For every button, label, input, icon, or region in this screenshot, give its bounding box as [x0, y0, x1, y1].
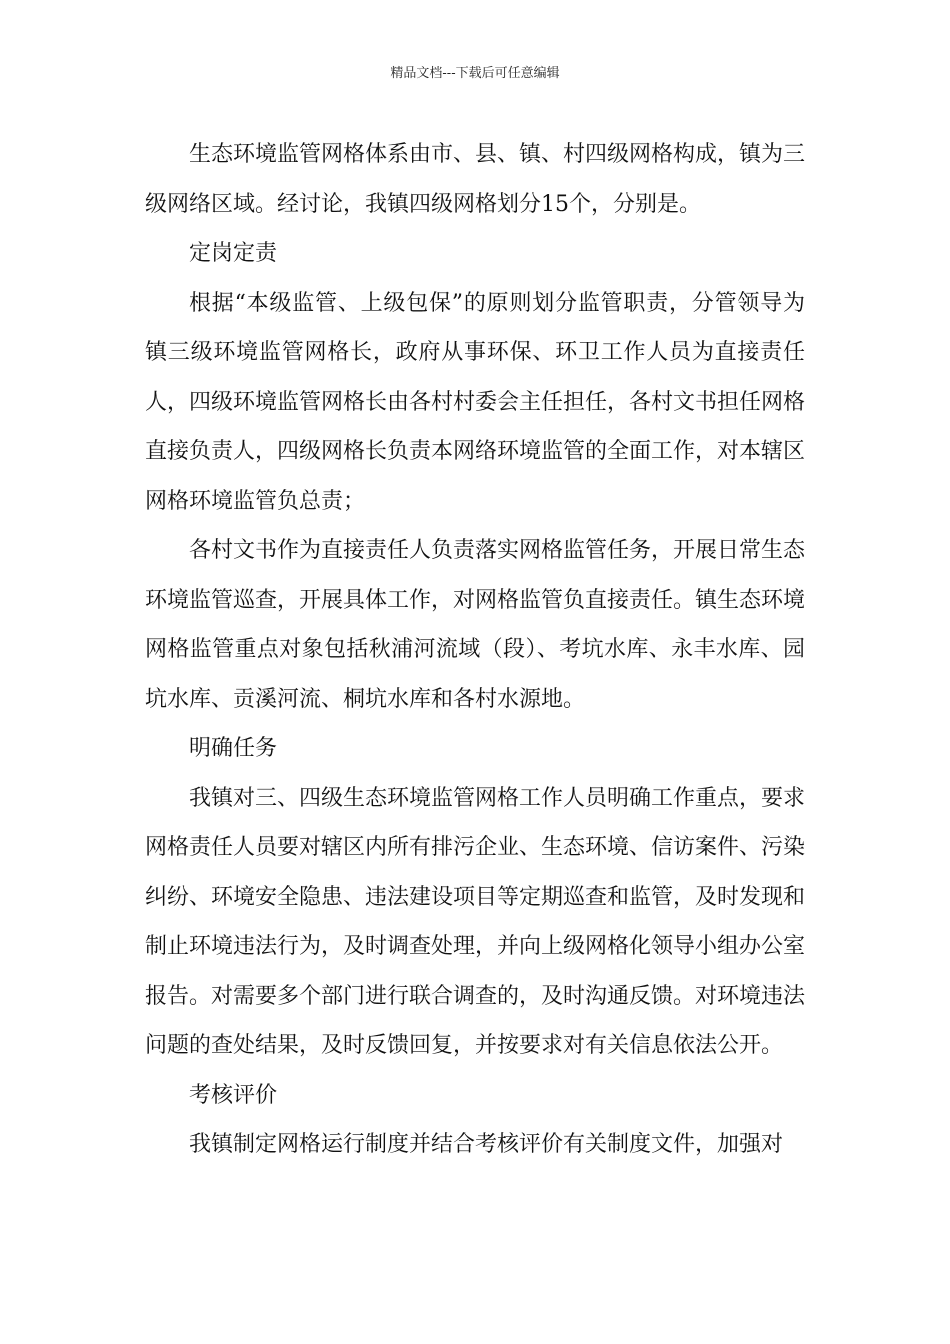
paragraph-tasks: 我镇对三、四级生态环境监管网格工作人员明确工作重点，要求网格责任人员要对辖区内所有排污企业、生态环境、信访案件、污染纠纷、环境安全隐患、违法建设项目等定期巡查和监管，及时发现和制止环境违法行为，及时调查处理，并向上级网格化领导小组办公室报告。对需要多个部门进行联合调查的，及时沟通反馈。对环境违法问题的查处结果，及时反馈回复，并按要求对有关信息依法公开。 [145, 785, 806, 1058]
section-heading-evaluation: 考核评价 [189, 1082, 278, 1108]
paragraph-village-clerks: 各村文书作为直接责任人负责落实网格监管任务，开展日常生态环境监管巡查，开展具体工作，对网格监管负直接责任。镇生态环境网格监管重点对象包括秋浦河流域（段）、考坑水库、永丰水库、园坑水库、贡溪河流、桐坑水库和各村水源地。 [145, 538, 806, 712]
paragraph-grid-structure: 生态环境监管网格体系由市、县、镇、村四级网格构成，镇为三级网络区域。经讨论，我镇四级网格划分15个，分别是。 [145, 142, 806, 217]
page-header: 精品文档---下载后可任意编辑 [390, 66, 560, 81]
section-heading-tasks: 明确任务 [189, 736, 278, 761]
paragraph-duties: 根据“本级监管、上级包保”的原则划分监管职责，分管领导为镇三级环境监管网格长，政府从事环保、环卫工作人员为直接责任人，四级环境监管网格长由各村村委会主任担任，各村文书担任网格直接负责人，四级网格长负责本网络环境监管的全面工作，对本辖区网格环境监管负总责； [145, 290, 806, 514]
document-body [145, 130, 805, 1170]
paragraph-evaluation: 我镇制定网格运行制度并结合考核评价有关制度文件，加强对 [189, 1132, 784, 1157]
section-heading-duties: 定岗定责 [189, 241, 278, 266]
